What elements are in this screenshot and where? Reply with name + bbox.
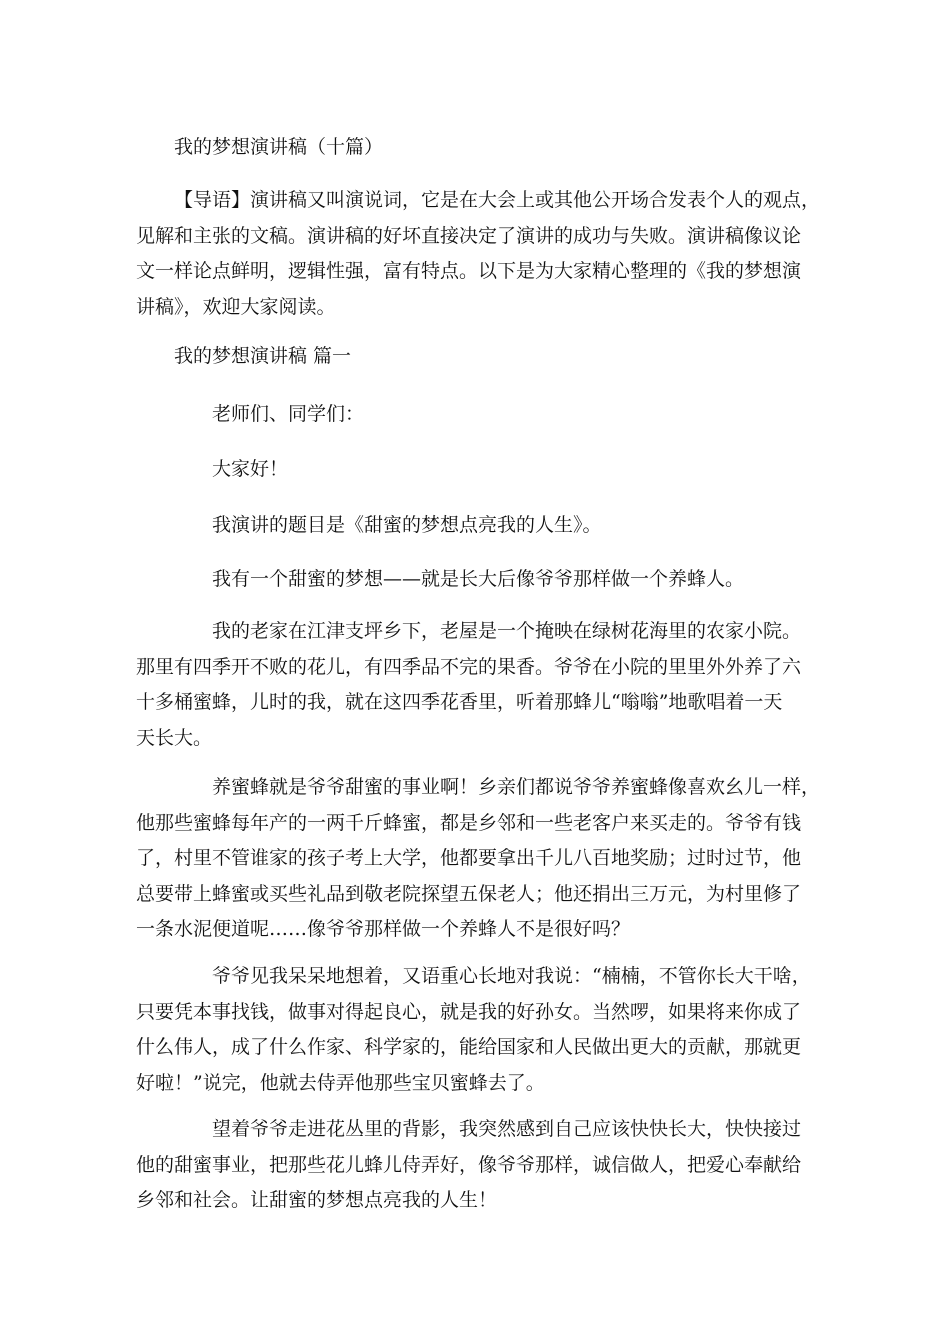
paragraph-line: 他那些蜜蜂每年产的一两千斤蜂蜜，都是乡邻和一些老客户来买走的。爷爷有钱 [136,811,802,834]
intro-line: 文一样论点鲜明，逻辑性强，富有特点。以下是为大家精心整理的《我的梦想演 [136,260,802,282]
greeting-line: 老师们、同学们： [212,403,365,425]
paragraph-grandpa-talk [136,959,811,1101]
paragraph-line: 天长大。 [136,726,213,749]
paragraph-line: 十多桶蜜蜂，儿时的我，就在这四季花香里，听着那蜂儿“嗡嗡”地歌唱着一天 [136,691,783,713]
paragraph-line: 什么伟人，成了什么作家、科学家的，能给国家和人民做出更大的贡献，那就更 [136,1036,802,1058]
intro-paragraph [136,183,820,325]
paragraph-beekeeping [136,770,820,948]
document-title: 我的梦想演讲稿（十篇） [174,136,384,158]
paragraph-conclusion [136,1112,801,1219]
paragraph-line: 好啦！”说完，他就去侍弄他那些宝贝蜜蜂去了。 [136,1071,545,1094]
paragraph-line: 他的甜蜜事业，把那些花儿蜂儿侍弄好，像爷爷那样，诚信做人，把爱心奉献给 [136,1153,802,1176]
topic-line: 我演讲的题目是《甜蜜的梦想点亮我的人生》。 [212,514,602,536]
hello-line: 大家好！ [212,458,289,480]
paragraph-line: 望着爷爷走进花丛里的背影，我突然感到自己应该快快长大，快快接过 [212,1118,802,1140]
paragraph-line: 总要带上蜂蜜或买些礼品到敬老院探望五保老人；他还捐出三万元，为村里修了 [136,882,802,905]
paragraph-line: 乡邻和社会。让甜蜜的梦想点亮我的人生！ [136,1189,498,1211]
paragraph-hometown [136,614,801,756]
paragraph-line: 那里有四季开不败的花儿，有四季品不完的果香。爷爷在小院的里里外外养了六 [136,655,802,678]
paragraph-line: 我的老家在江津支坪乡下，老屋是一个掩映在绿树花海里的农家小院。 [212,620,802,642]
section-title: 我的梦想演讲稿 篇一 [174,345,352,367]
paragraph-line: 一条水泥便道呢……像爷爷那样做一个养蜂人不是很好吗？ [136,918,631,940]
paragraph-line: 爷爷见我呆呆地想着，又语重心长地对我说：“楠楠，不管你长大干啥， [212,965,811,987]
paragraph-line: 了，村里不管谁家的孩子考上大学，他都要拿出千儿八百地奖励；过时过节，他 [136,847,802,869]
paragraph-line: 只要凭本事找钱，做事对得起良心，就是我的好孙女。当然啰，如果将来你成了 [136,1000,802,1023]
intro-line: 【导语】演讲稿又叫演说词，它是在大会上或其他公开场合发表个人的观点， [174,189,821,211]
intro-line: 讲稿》，欢迎大家阅读。 [136,295,336,318]
dream-line: 我有一个甜蜜的梦想——就是长大后像爷爷那样做一个养蜂人。 [212,568,745,590]
intro-line: 见解和主张的文稿。演讲稿的好坏直接决定了演讲的成功与失败。演讲稿像议论 [136,224,802,247]
paragraph-line: 养蜜蜂就是爷爷甜蜜的事业啊！乡亲们都说爷爷养蜜蜂像喜欢幺儿一样， [212,776,821,798]
